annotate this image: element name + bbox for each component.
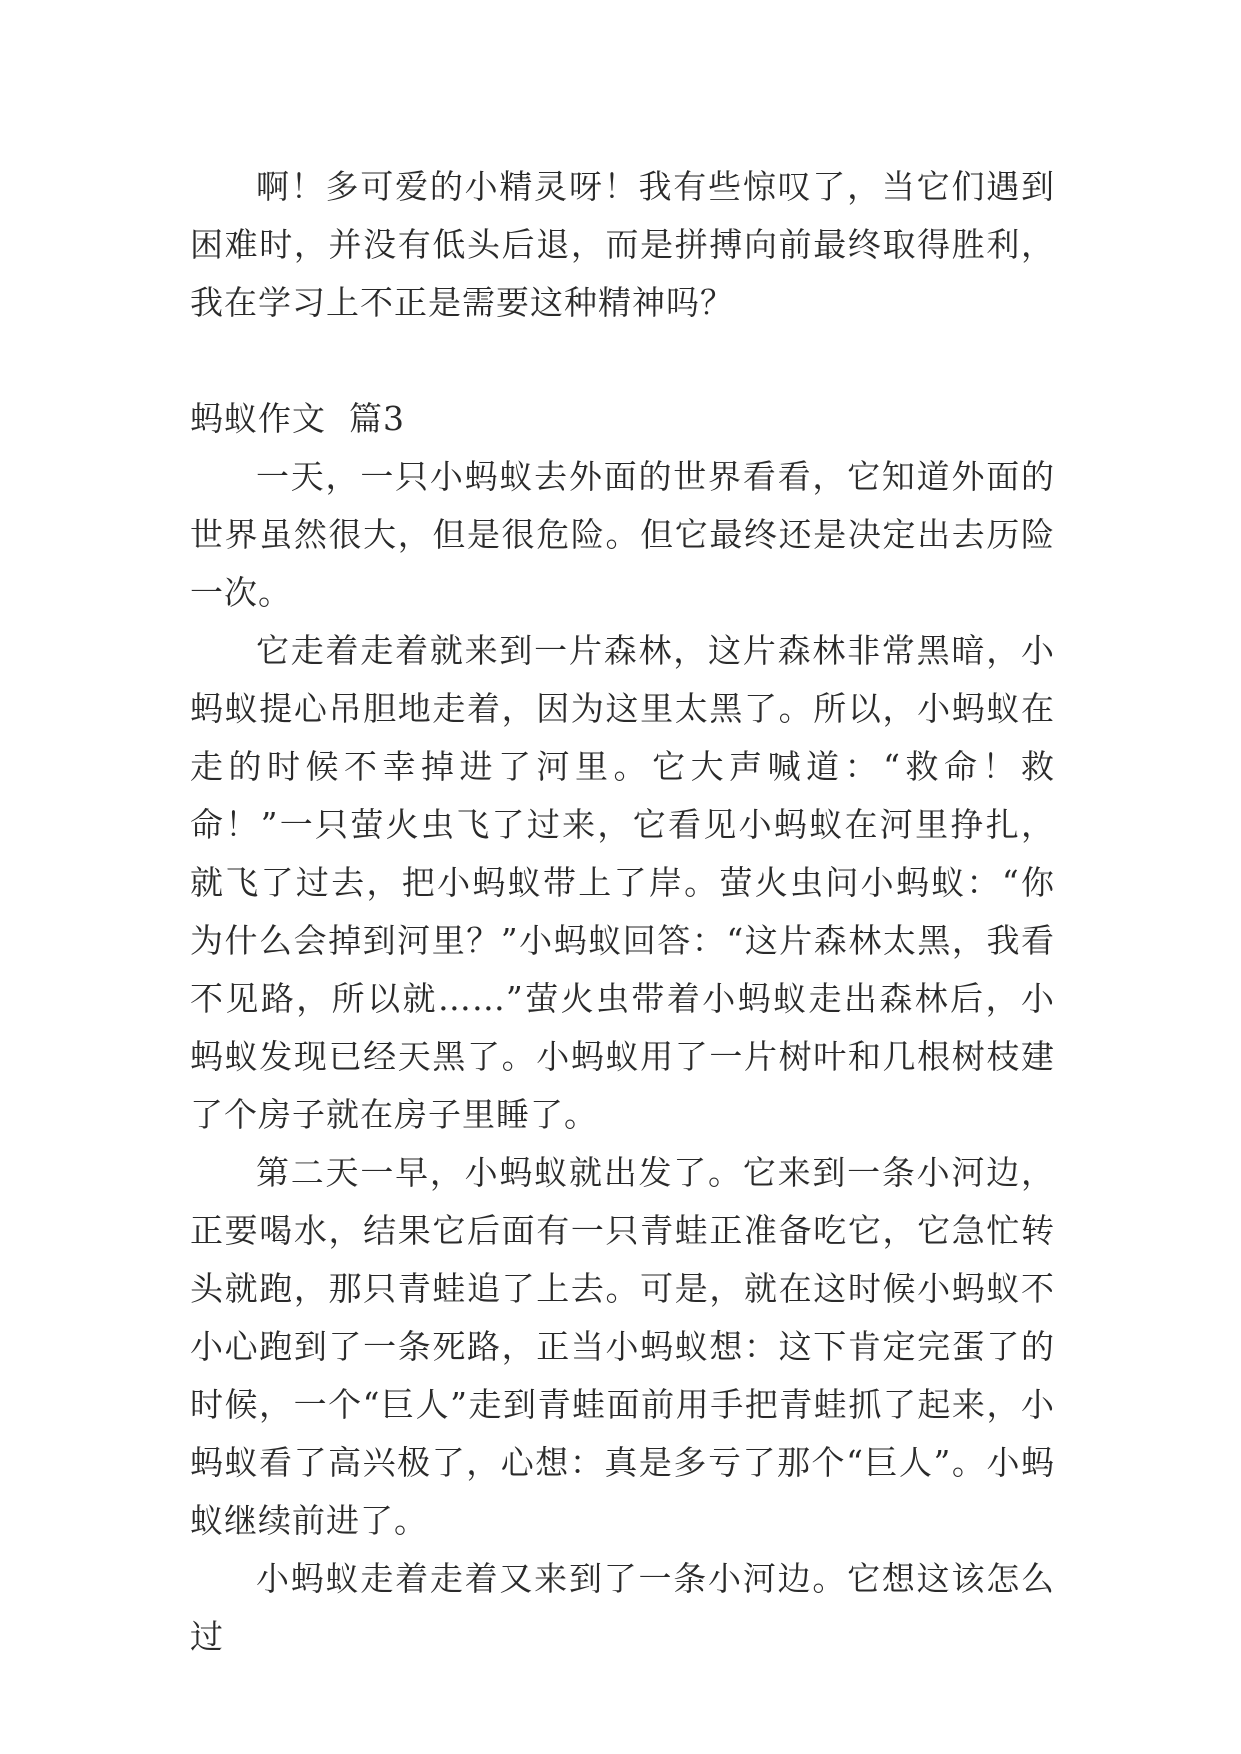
essay-body (190, 448, 1055, 1666)
paragraph-3: 第二天一早，小蚂蚁就出发了。它来到一条小河边，正要喝水，结果它后面有一只青蛙正准备吃它，它急忙转头就跑，那只青蛙追了上去。可是，就在这时候小蚂蚁不小心跑到了一条死路，正当小蚂蚁想：这下肯定完蛋了的时候，一个“巨人”走到青蛙面前用手把青蛙抓了起来，小蚂蚁看了高兴极了，心想：真是多亏了那个“巨人”。小蚂蚁继续前进了。 (190, 1153, 1055, 1540)
paragraph-1: 一天，一只小蚂蚁去外面的世界看看，它知道外面的世界虽然很大，但是很危险。但它最终还是决定出去历险一次。 (190, 457, 1055, 612)
intro-paragraph: 啊！多可爱的小精灵呀！我有些惊叹了，当它们遇到困难时，并没有低头后退，而是拼搏向前最终取得胜利，我在学习上不正是需要这种精神吗？ (190, 167, 1055, 322)
section-heading: 蚂蚁作文 篇3 (190, 399, 405, 438)
intro-section (190, 158, 1055, 332)
heading-section (190, 390, 1055, 448)
paragraph-4: 小蚂蚁走着走着又来到了一条小河边。它想这该怎么过 (190, 1559, 1055, 1656)
paragraph-2: 它走着走着就来到一片森林，这片森林非常黑暗，小蚂蚁提心吊胆地走着，因为这里太黑了。所以，小蚂蚁在走的时候不幸掉进了河里。它大声喊道：“救命！救命！”一只萤火虫飞了过来，它看见小蚂蚁在河里挣扎，就飞了过去，把小蚂蚁带上了岸。萤火虫问小蚂蚁：“你为什么会掉到河里？”小蚂蚁回答：“这片森林太黑，我看不见路，所以就……”萤火虫带着小蚂蚁走出森林后，小蚂蚁发现已经天黑了。小蚂蚁用了一片树叶和几根树枝建了个房子就在房子里睡了。 (190, 631, 1055, 1134)
